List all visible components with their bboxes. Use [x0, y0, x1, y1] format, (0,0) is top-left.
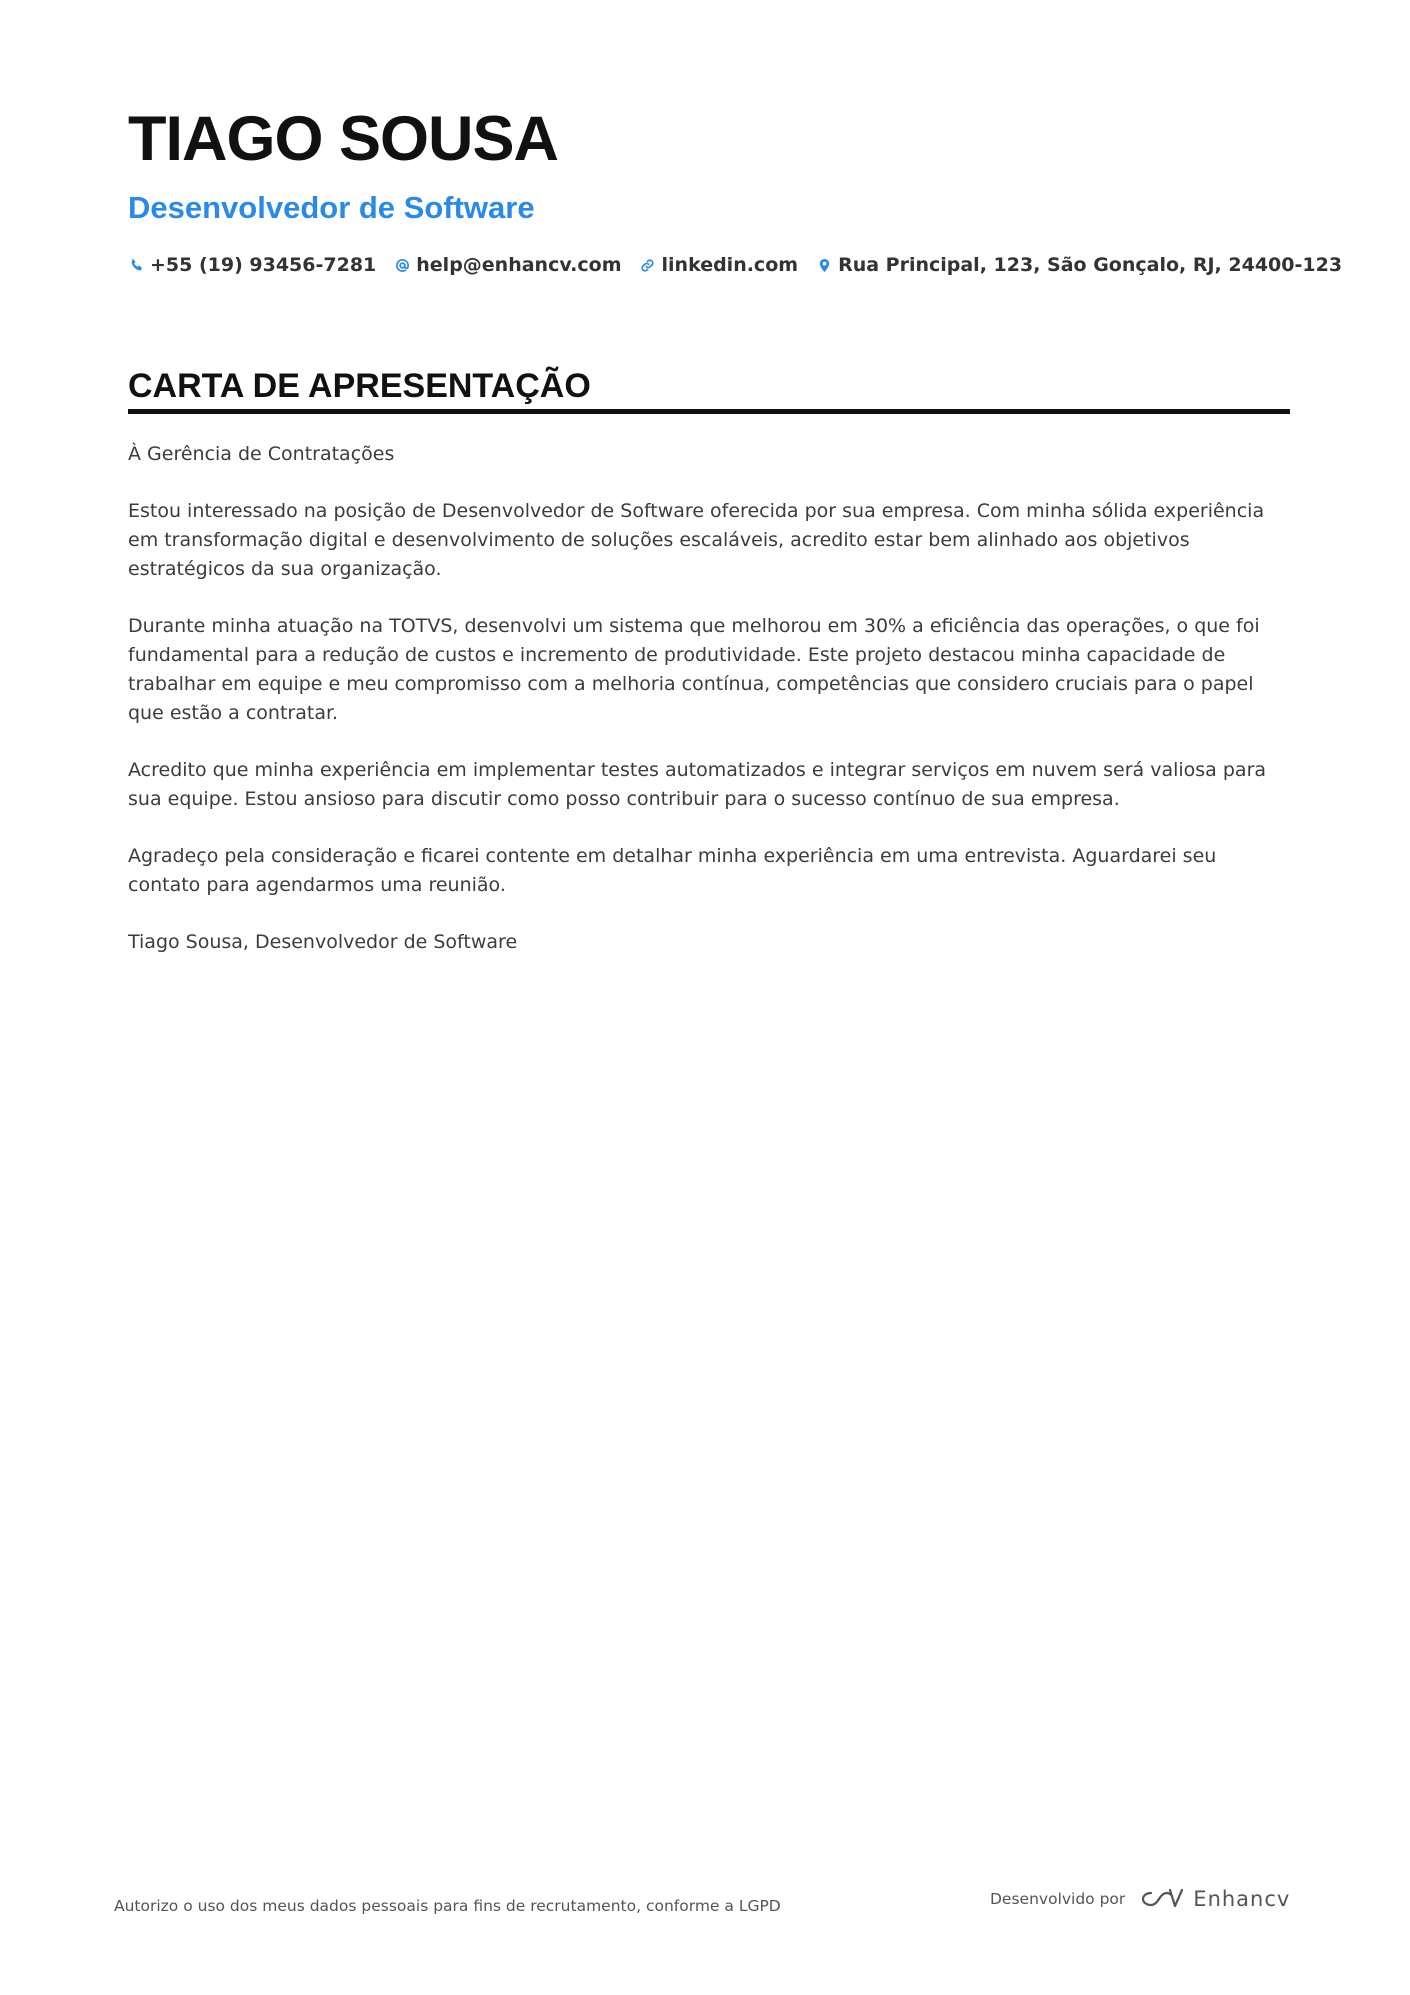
contact-linkedin-text[interactable]: linkedin.com [661, 254, 799, 276]
section-title: CARTA DE APRESENTAÇÃO [128, 367, 591, 405]
brand-name: Enhancv [1193, 1887, 1291, 1911]
brand-logo[interactable] [1137, 1886, 1290, 1912]
built-by-badge[interactable] [990, 1886, 1290, 1912]
contact-bar [128, 256, 1360, 275]
built-by-label: Desenvolvido por [990, 1890, 1126, 1908]
contact-email[interactable] [394, 256, 621, 275]
letter-paragraph: Estou interessado na posição de Desenvolvedor de Software oferecida por sua empresa. Com minha sólida experiência em transformação digital e desenvolvimento de soluções escaláveis, acredito estar bem alinhado aos objetivos estratégicos da sua organização. [128, 500, 1265, 580]
contact-phone [128, 256, 376, 275]
letter-paragraph: Acredito que minha experiência em implementar testes automatizados e integrar serviços em nuvem será valiosa para sua equipe. Estou ansioso para discutir como posso contribuir para o sucesso contínuo de sua empresa. [128, 759, 1267, 810]
location-pin-icon [816, 257, 832, 275]
candidate-name: TIAGO SOUSA [128, 104, 559, 174]
at-icon [394, 257, 410, 275]
contact-linkedin[interactable] [640, 256, 799, 275]
candidate-title: Desenvolvedor de Software [128, 190, 535, 225]
link-icon [640, 257, 656, 275]
contact-address [816, 256, 1342, 275]
enhancv-logo-icon [1137, 1886, 1185, 1912]
phone-icon [128, 257, 144, 275]
contact-email-text[interactable]: help@enhancv.com [416, 254, 622, 276]
section-divider [128, 409, 1290, 414]
letter-paragraph: Durante minha atuação na TOTVS, desenvolvi um sistema que melhorou em 30% a eficiência das operações, o que foi fundamental para a redução de custos e incremento de produtividade. Este projeto destacou minha capacidade de trabalhar em equipe e meu compromisso com a melhoria contínua, competências que considero cruciais para o papel que estão a contratar. [128, 615, 1260, 724]
letter-signature: Tiago Sousa, Desenvolvedor de Software [128, 931, 518, 953]
contact-phone-text: +55 (19) 93456-7281 [150, 254, 377, 276]
contact-address-text: Rua Principal, 123, São Gonçalo, RJ, 24400-123 [838, 254, 1343, 276]
consent-note: Autorizo o uso dos meus dados pessoais para fins de recrutamento, conforme a LGPD [114, 1897, 781, 1915]
letter-paragraph: Agradeço pela consideração e ficarei contente em detalhar minha experiência em uma entrevista. Aguardarei seu contato para agendarmos uma reunião. [128, 845, 1217, 896]
letter-greeting: À Gerência de Contratações [128, 443, 395, 465]
letter-body [128, 440, 1290, 985]
